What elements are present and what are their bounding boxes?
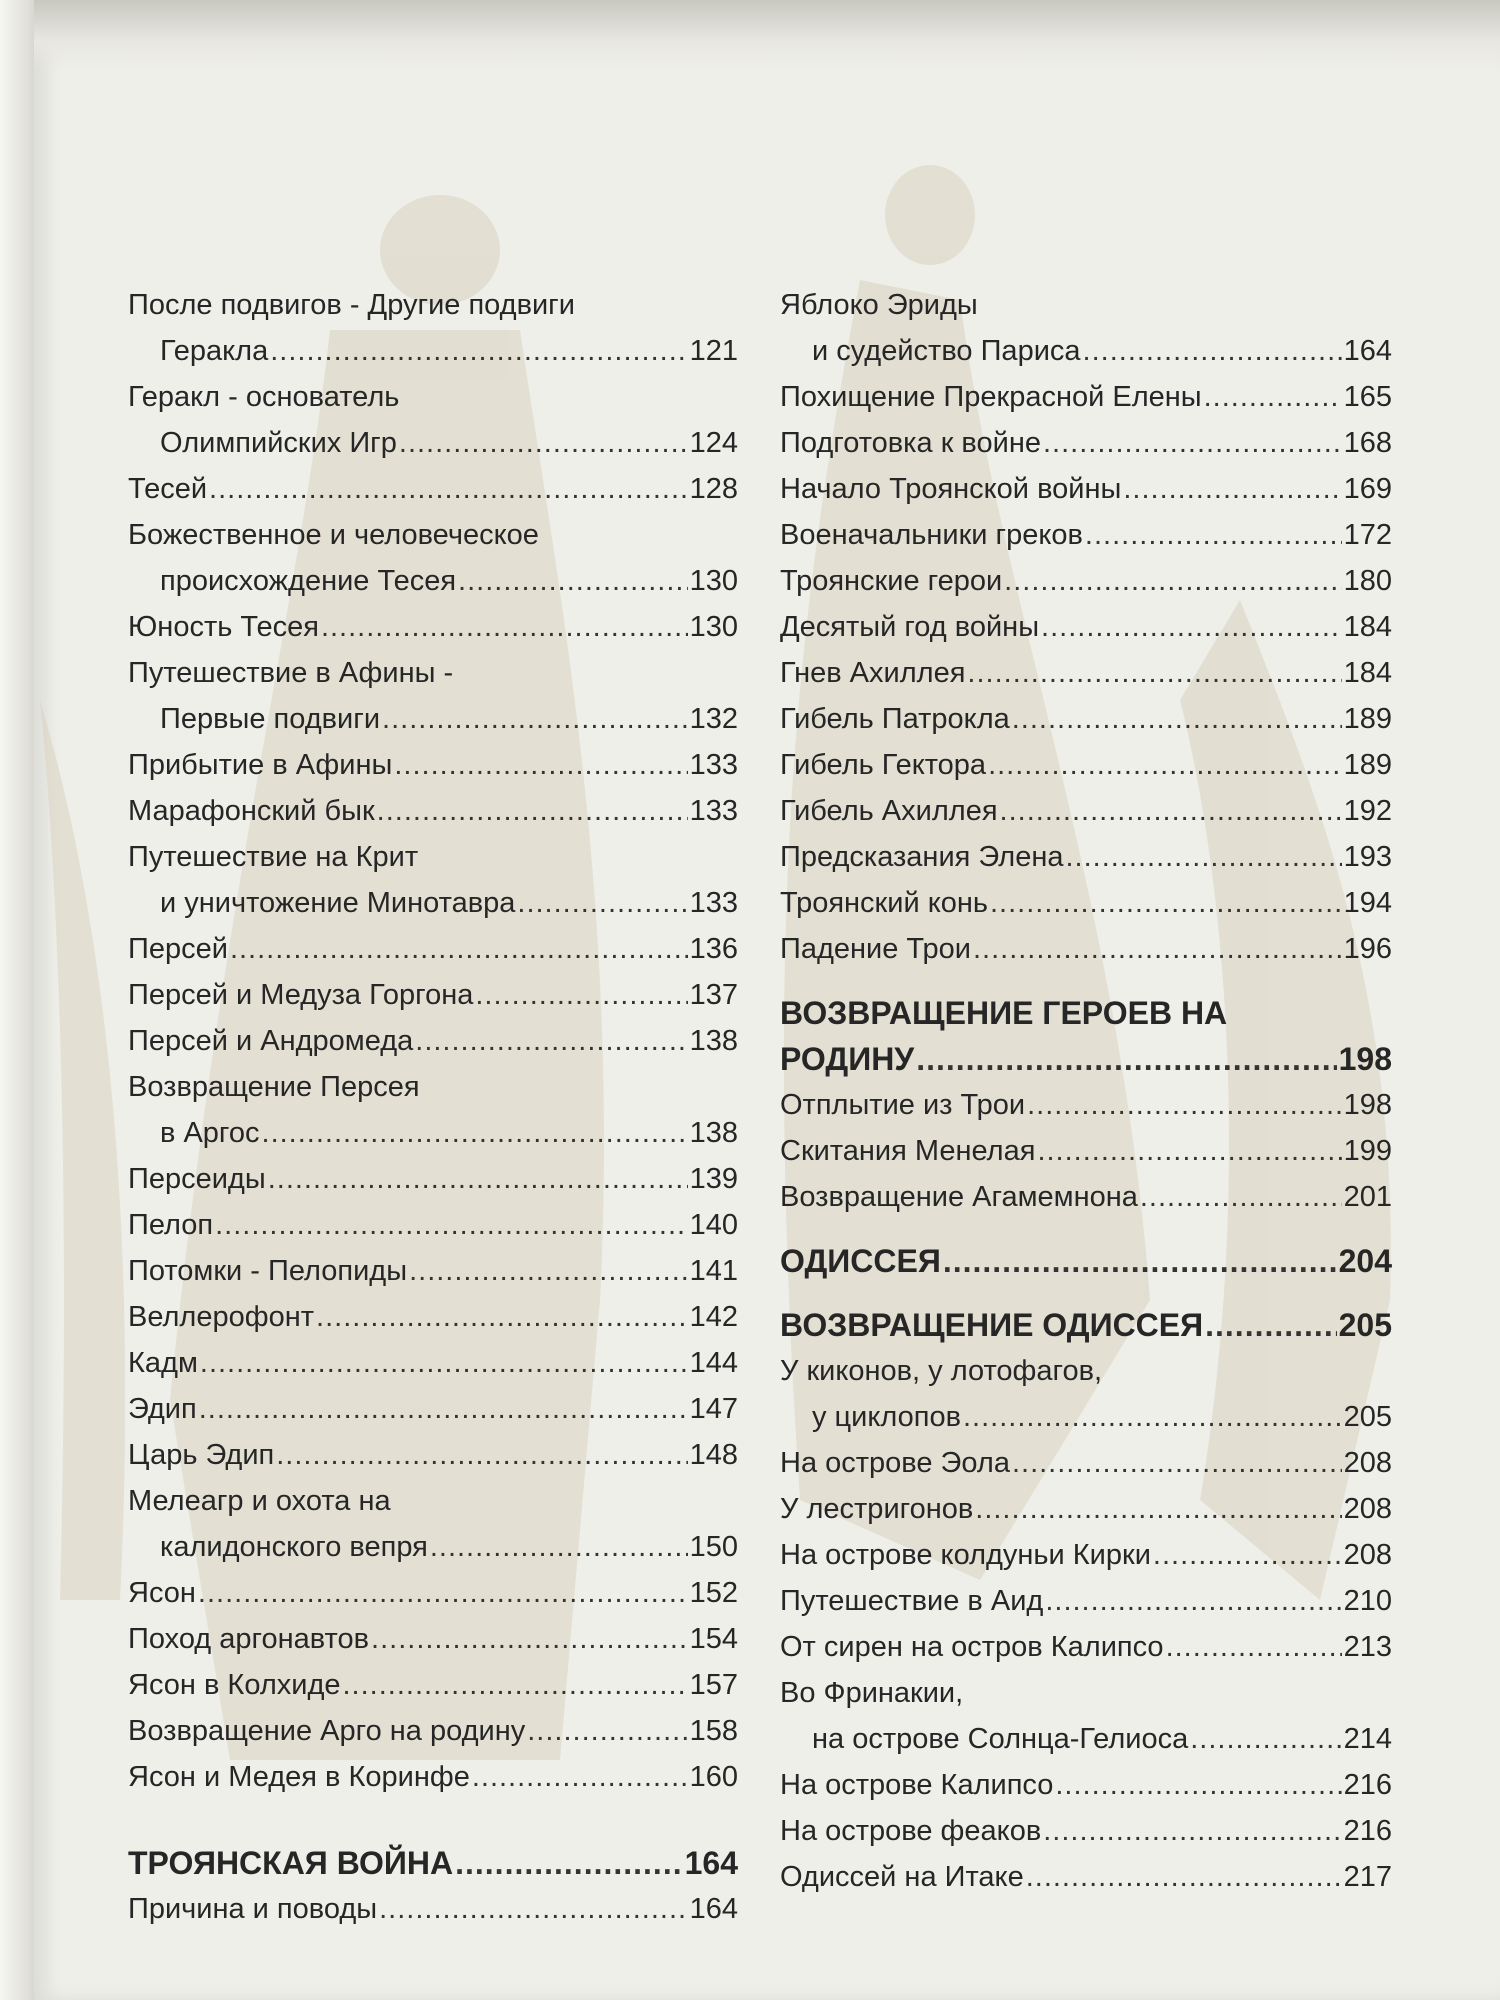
toc-dot-leader [1026, 1854, 1342, 1900]
toc-page-number: 184 [1343, 611, 1392, 643]
toc-dot-leader [415, 1018, 687, 1064]
toc-entry-title: На острове колдуньи Кирки [780, 1539, 1151, 1571]
toc-entry [780, 1174, 1392, 1220]
toc-page-number: 136 [689, 933, 738, 965]
toc-entry-title: Путешествие в Аид [780, 1585, 1044, 1617]
toc-entry-title: Прибытие в Афины [128, 749, 393, 781]
toc-entry [128, 1340, 738, 1386]
toc-page-number: 216 [1343, 1815, 1392, 1847]
toc-entry-line: Мелеагр и охота на [128, 1485, 391, 1517]
toc-entry [780, 1716, 1392, 1762]
toc-section-entry [780, 1238, 1392, 1284]
toc-dot-leader [1045, 1578, 1341, 1624]
toc-entry-title: Персей и Андромеда [128, 1025, 414, 1057]
toc-dot-leader [198, 1570, 688, 1616]
toc-dot-leader [455, 1840, 683, 1886]
toc-entry-title: Юность Тесея [128, 611, 319, 643]
toc-page-number: 147 [689, 1393, 738, 1425]
toc-entry-line: Геракл - основатель [128, 381, 400, 413]
toc-page-number: 199 [1343, 1135, 1392, 1167]
toc-entry [128, 558, 738, 604]
toc-page-number: 133 [689, 887, 738, 919]
toc-page-number: 213 [1343, 1631, 1392, 1663]
toc-entry [780, 834, 1392, 880]
toc-page-number: 201 [1343, 1181, 1392, 1213]
toc-dot-leader [399, 420, 688, 466]
toc-page-number: 138 [689, 1117, 738, 1149]
toc-entry [780, 1440, 1392, 1486]
toc-page-number: 164 [1343, 335, 1392, 367]
toc-dot-leader [1204, 374, 1342, 420]
toc-page-number: 189 [1343, 749, 1392, 781]
toc-section-heading: ВОЗВРАЩЕНИЕ ГЕРОЕВ НА [780, 995, 1228, 1031]
toc-entry-line: После подвигов - Другие подвиги [128, 289, 575, 321]
toc-dot-leader [1085, 512, 1342, 558]
toc-dot-leader [430, 1524, 688, 1570]
toc-dot-leader [382, 696, 688, 742]
toc-dot-leader [1123, 466, 1341, 512]
toc-dot-leader [943, 1238, 1337, 1284]
toc-entry-line: Путешествие на Крит [128, 841, 419, 873]
toc-entry-title: и судейство Париса [812, 335, 1081, 367]
toc-page-number: 196 [1343, 933, 1392, 965]
toc-entry [780, 650, 1392, 696]
toc-dot-leader [230, 926, 688, 972]
toc-entry [780, 1762, 1392, 1808]
toc-entry [128, 1110, 738, 1156]
toc-dot-leader [1043, 1808, 1341, 1854]
toc-entry-title: Ясон и Медея в Коринфе [128, 1761, 470, 1793]
toc-entry [780, 1082, 1392, 1128]
toc-page-number: 205 [1338, 1307, 1392, 1343]
toc-dot-leader [199, 1386, 688, 1432]
toc-entry-title: Царь Эдип [128, 1439, 275, 1471]
toc-page-number: 193 [1343, 841, 1392, 873]
toc-entry-title: Веллерофонт [128, 1301, 315, 1333]
toc-dot-leader [1043, 420, 1342, 466]
toc-entry-title: Возвращение Арго на родину [128, 1715, 526, 1747]
toc-page-number: 164 [689, 1893, 738, 1925]
toc-entry-title: Возвращение Агамемнона [780, 1181, 1138, 1213]
toc-entry-title: Десятый год войны [780, 611, 1040, 643]
toc-page-number: 121 [689, 335, 738, 367]
toc-entry [128, 466, 738, 512]
toc-dot-leader [1205, 1302, 1336, 1348]
toc-entry-title: на острове Солнца-Гелиоса [812, 1723, 1189, 1755]
toc-entry [128, 1662, 738, 1708]
toc-page-number: 208 [1343, 1447, 1392, 1479]
toc-entry [128, 420, 738, 466]
toc-entry-title: Ясон [128, 1577, 196, 1609]
toc-page-number: 133 [689, 749, 738, 781]
toc-dot-leader [967, 650, 1341, 696]
toc-entry [128, 788, 738, 834]
toc-dot-leader [200, 1340, 688, 1386]
toc-entry-title: Пелоп [128, 1209, 214, 1241]
toc-entry-title: Троянские герои [780, 565, 1003, 597]
toc-dot-leader [1041, 604, 1342, 650]
toc-dot-leader [371, 1616, 688, 1662]
toc-page-number: 198 [1343, 1089, 1392, 1121]
toc-entry [128, 696, 738, 742]
toc-dot-leader [916, 1036, 1336, 1082]
toc-page-number: 144 [689, 1347, 738, 1379]
toc-entry-title: у циклопов [812, 1401, 961, 1433]
toc-entry-title: Троянский конь [780, 887, 988, 919]
toc-entry-line: У киконов, у лотофагов, [780, 1355, 1103, 1387]
toc-dot-leader [472, 1754, 688, 1800]
toc-dot-leader [975, 1486, 1341, 1532]
toc-page-number: 124 [689, 427, 738, 459]
toc-page-number: 130 [689, 611, 738, 643]
toc-page-number: 189 [1343, 703, 1392, 735]
toc-entry [128, 1386, 738, 1432]
toc-entry [128, 742, 738, 788]
toc-dot-leader [262, 1110, 688, 1156]
toc-entry-title: ТРОЯНСКАЯ ВОЙНА [128, 1845, 454, 1881]
toc-dot-leader [1153, 1532, 1342, 1578]
toc-entry-title: На острове Калипсо [780, 1769, 1054, 1801]
toc-dot-leader [1012, 696, 1342, 742]
toc-dot-leader [1083, 328, 1342, 374]
toc-entry [780, 328, 1392, 374]
toc-entry [780, 788, 1392, 834]
toc-entry-title: в Аргос [160, 1117, 260, 1149]
toc-entry-title: ВОЗВРАЩЕНИЕ ОДИССЕЯ [780, 1307, 1204, 1343]
toc-page-number: 169 [1343, 473, 1392, 505]
toc-page-number: 137 [689, 979, 738, 1011]
toc-dot-leader [1140, 1174, 1342, 1220]
toc-dot-leader [1037, 1128, 1341, 1174]
toc-entry [128, 1248, 738, 1294]
toc-entry-title: ОДИССЕЯ [780, 1243, 941, 1279]
toc-dot-leader [377, 788, 688, 834]
toc-page-number: 133 [689, 795, 738, 827]
toc-spacer [780, 1284, 1392, 1302]
toc-page-number: 184 [1343, 657, 1392, 689]
toc-dot-leader [276, 1432, 687, 1478]
toc-entry-line: Божественное и человеческое [128, 519, 539, 551]
toc-page-number: 154 [689, 1623, 738, 1655]
toc-page-number: 198 [1338, 1041, 1392, 1077]
toc-entry-title: На острове Эола [780, 1447, 1010, 1479]
toc-page-number: 139 [689, 1163, 738, 1195]
toc-entry-title: Военачальники греков [780, 519, 1083, 551]
toc-entry [128, 1616, 738, 1662]
toc-entry [128, 1754, 738, 1800]
toc-entry-title: Похищение Прекрасной Елены [780, 381, 1202, 413]
toc-entry [128, 1708, 738, 1754]
toc-dot-leader [1166, 1624, 1342, 1670]
toc-entry-title: У лестригонов [780, 1493, 974, 1525]
relief-figure-left-edge [40, 700, 125, 1600]
toc-entry-title: Гнев Ахиллея [780, 657, 966, 689]
toc-page-number: 210 [1343, 1585, 1392, 1617]
toc-entry-title: и уничтожение Минотавра [160, 887, 516, 919]
toc-entry [128, 1202, 738, 1248]
toc-entry-title: калидонского вепря [160, 1531, 428, 1563]
toc-page-number: 148 [689, 1439, 738, 1471]
toc-entry [780, 696, 1392, 742]
toc-dot-leader [990, 880, 1342, 926]
toc-entry [780, 512, 1392, 558]
toc-dot-leader [268, 1156, 688, 1202]
toc-page-number: 160 [689, 1761, 738, 1793]
toc-entry [128, 1524, 738, 1570]
toc-spacer [128, 1800, 738, 1840]
toc-dot-leader [209, 466, 688, 512]
toc-page-number: 142 [689, 1301, 738, 1333]
toc-dot-leader [1190, 1716, 1341, 1762]
toc-entry [780, 420, 1392, 466]
toc-entry-title: Подготовка к войне [780, 427, 1041, 459]
toc-entry [128, 1294, 738, 1340]
toc-entry-title: Отплытие из Трои [780, 1089, 1026, 1121]
toc-entry [780, 1532, 1392, 1578]
toc-right-column [780, 282, 1392, 1900]
toc-dot-leader [1004, 558, 1341, 604]
toc-entry [780, 742, 1392, 788]
toc-entry [780, 466, 1392, 512]
toc-page-number: 140 [689, 1209, 738, 1241]
toc-entry-line: Возвращение Персея [128, 1071, 420, 1103]
toc-page-number: 168 [1343, 427, 1392, 459]
toc-entry [780, 1854, 1392, 1900]
toc-entry-title: происхождение Тесея [160, 565, 457, 597]
relief-figure-head-right [885, 165, 975, 265]
toc-entry-line: Во Фринакии, [780, 1677, 964, 1709]
toc-entry-line: Яблоко Эриды [780, 289, 978, 321]
toc-entry [780, 604, 1392, 650]
toc-page-number: 192 [1343, 795, 1392, 827]
toc-entry-title: Олимпийских Игр [160, 427, 397, 459]
toc-dot-leader [270, 328, 687, 374]
toc-entry-title: РОДИНУ [780, 1041, 915, 1077]
toc-entry [780, 880, 1392, 926]
toc-page-number: 208 [1343, 1493, 1392, 1525]
toc-entry [780, 1578, 1392, 1624]
toc-entry-title: На острове феаков [780, 1815, 1042, 1847]
toc-dot-leader [316, 1294, 688, 1340]
toc-dot-leader [394, 742, 687, 788]
toc-page-number: 164 [684, 1845, 738, 1881]
toc-dot-leader [1055, 1762, 1341, 1808]
toc-entry-title: Первые подвиги [160, 703, 381, 735]
toc-entry-title: Персей и Медуза Горгона [128, 979, 474, 1011]
toc-page-number: 214 [1343, 1723, 1392, 1755]
toc-entry-title: От сирен на остров Калипсо [780, 1631, 1164, 1663]
toc-entry [780, 1128, 1392, 1174]
toc-page-number: 150 [689, 1531, 738, 1563]
toc-page-number: 194 [1343, 887, 1392, 919]
toc-entry [780, 926, 1392, 972]
toc-page-number: 132 [689, 703, 738, 735]
toc-dot-leader [1066, 834, 1342, 880]
toc-page-number: 152 [689, 1577, 738, 1609]
toc-entry-title: Тесей [128, 473, 208, 505]
toc-dot-leader [988, 742, 1342, 788]
toc-dot-leader [409, 1248, 688, 1294]
toc-page-number: 130 [689, 565, 738, 597]
toc-section-entry [128, 1840, 738, 1886]
toc-entry-title: Начало Троянской войны [780, 473, 1122, 505]
toc-page-number: 208 [1343, 1539, 1392, 1571]
toc-entry-title: Гибель Ахиллея [780, 795, 998, 827]
toc-entry [780, 1808, 1392, 1854]
toc-dot-leader [379, 1886, 688, 1932]
toc-dot-leader [1000, 788, 1342, 834]
toc-spacer [780, 1220, 1392, 1238]
toc-page-number: 138 [689, 1025, 738, 1057]
toc-entry-title: Геракла [160, 335, 269, 367]
toc-entry-title: Одиссей на Итаке [780, 1861, 1024, 1893]
toc-entry-title: Потомки - Пелопиды [128, 1255, 408, 1287]
toc-page-number: 205 [1343, 1401, 1392, 1433]
toc-page-number: 128 [689, 473, 738, 505]
toc-entry-title: Поход аргонавтов [128, 1623, 370, 1655]
toc-dot-leader [527, 1708, 687, 1754]
toc-entry-title: Гибель Гектора [780, 749, 987, 781]
toc-entry [780, 558, 1392, 604]
toc-entry [128, 1432, 738, 1478]
toc-page-number: 180 [1343, 565, 1392, 597]
toc-entry [780, 374, 1392, 420]
toc-entry-title: Гибель Патрокла [780, 703, 1010, 735]
toc-entry [128, 972, 738, 1018]
toc-section-entry [780, 1036, 1392, 1082]
toc-dot-leader [343, 1662, 688, 1708]
toc-entry-title: Предсказания Элена [780, 841, 1064, 873]
toc-entry-title: Причина и поводы [128, 1893, 378, 1925]
toc-entry-title: Ясон в Колхиде [128, 1669, 341, 1701]
toc-entry-title: Марафонский бык [128, 795, 375, 827]
toc-entry-title: Эдип [128, 1393, 197, 1425]
toc-page-number: 157 [689, 1669, 738, 1701]
toc-entry-title: Скитания Менелая [780, 1135, 1036, 1167]
toc-entry [128, 926, 738, 972]
toc-dot-leader [1012, 1440, 1342, 1486]
toc-entry [780, 1624, 1392, 1670]
toc-entry [128, 880, 738, 926]
toc-page-number: 216 [1343, 1769, 1392, 1801]
toc-entry [128, 604, 738, 650]
toc-dot-leader [973, 926, 1342, 972]
toc-dot-leader [458, 558, 688, 604]
toc-page-number: 165 [1343, 381, 1392, 413]
toc-dot-leader [215, 1202, 688, 1248]
toc-section-entry [780, 1302, 1392, 1348]
toc-page-number: 204 [1338, 1243, 1392, 1279]
toc-left-column [128, 282, 738, 1932]
toc-entry [128, 1570, 738, 1616]
toc-entry [128, 328, 738, 374]
toc-entry-title: Персеиды [128, 1163, 266, 1195]
toc-dot-leader [321, 604, 688, 650]
toc-entry [128, 1156, 738, 1202]
toc-entry [780, 1394, 1392, 1440]
toc-entry [780, 1486, 1392, 1532]
toc-page-number: 172 [1343, 519, 1392, 551]
toc-entry-line: Путешествие в Афины - [128, 657, 454, 689]
toc-dot-leader [475, 972, 687, 1018]
toc-dot-leader [963, 1394, 1342, 1440]
toc-entry [128, 1886, 738, 1932]
toc-entry-title: Персей [128, 933, 228, 965]
toc-page-number: 141 [689, 1255, 738, 1287]
toc-dot-leader [1027, 1082, 1342, 1128]
toc-page-number: 217 [1343, 1861, 1392, 1893]
toc-entry [128, 1018, 738, 1064]
toc-page-number: 158 [689, 1715, 738, 1747]
toc-dot-leader [517, 880, 687, 926]
toc-entry-title: Кадм [128, 1347, 198, 1379]
toc-spacer [780, 972, 1392, 990]
toc-entry-title: Падение Трои [780, 933, 971, 965]
